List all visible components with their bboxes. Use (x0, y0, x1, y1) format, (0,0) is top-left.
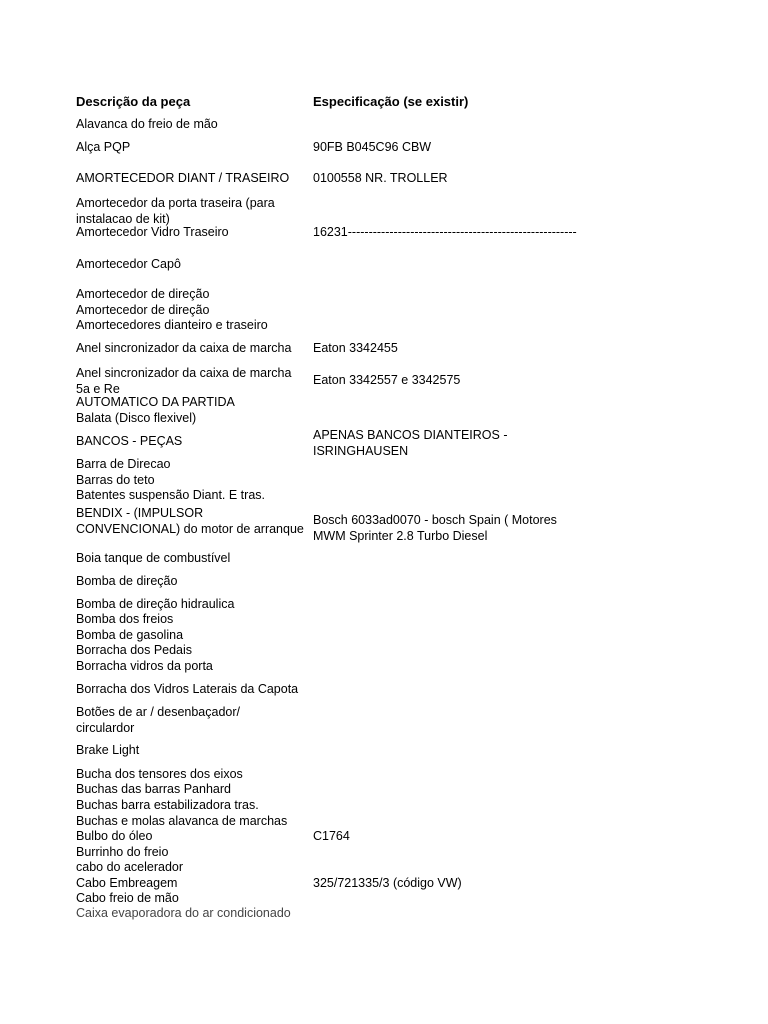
row-description: AUTOMATICO DA PARTIDA (76, 395, 235, 409)
row-specification: Eaton 3342455 (313, 341, 398, 355)
row-description: BENDIX - (IMPULSOR CONVENCIONAL) do motor de arranque (76, 506, 304, 536)
row-description: Bulbo do óleo (76, 829, 153, 843)
row-description: Alça PQP (76, 140, 131, 154)
row-description: Bomba dos freios (76, 612, 174, 626)
header-specification: Especificação (se existir) (313, 94, 469, 109)
row-specification: APENAS BANCOS DIANTEIROS - ISRINGHAUSEN (313, 428, 508, 458)
row-description: Anel sincronizador da caixa de marcha 5a e Re (76, 366, 292, 396)
row-specification: Eaton 3342557 e 3342575 (313, 373, 461, 387)
row-description: Amortecedor Capô (76, 257, 181, 271)
row-description: Borracha vidros da porta (76, 659, 213, 673)
row-description: Barras do teto (76, 473, 155, 487)
row-description: Amortecedor da porta traseira (para instalacao de kit) (76, 196, 275, 226)
row-description: Botões de ar / desenbaçador/ circulardor (76, 705, 241, 735)
row-description: Cabo freio de mão (76, 891, 179, 905)
row-description: Bomba de direção hidraulica (76, 597, 235, 611)
row-description: AMORTECEDOR DIANT / TRASEIRO (76, 171, 290, 185)
row-description: Buchas das barras Panhard (76, 782, 231, 796)
row-description: Boia tanque de combustível (76, 551, 231, 565)
row-description: cabo do acelerador (76, 860, 184, 874)
row-description: Brake Light (76, 743, 140, 757)
row-specification: Bosch 6033ad0070 - bosch Spain ( Motores MWM Sprinter 2.8 Turbo Diesel (313, 513, 557, 543)
row-description: Buchas e molas alavanca de marchas (76, 814, 288, 828)
row-description: Buchas barra estabilizadora tras. (76, 798, 259, 812)
header-description: Descrição da peça (76, 94, 191, 109)
row-description: Amortecedor de direção (76, 303, 210, 317)
row-specification: 90FB B045C96 CBW (313, 140, 432, 154)
row-description: Borracha dos Pedais (76, 643, 193, 657)
row-description: Bomba de gasolina (76, 628, 184, 642)
row-description: Balata (Disco flexivel) (76, 411, 197, 425)
row-description: Bomba de direção (76, 574, 178, 588)
row-description: Cabo Embreagem (76, 876, 178, 890)
row-description: Amortecedor de direção (76, 287, 210, 301)
row-description: Batentes suspensão Diant. E tras. (76, 488, 265, 502)
row-description: Caixa evaporadora do ar condicionado (76, 906, 291, 920)
row-description: Barra de Direcao (76, 457, 171, 471)
row-description: BANCOS - PEÇAS (76, 434, 183, 448)
row-specification: 0100558 NR. TROLLER (313, 171, 448, 185)
row-description: Burrinho do freio (76, 845, 169, 859)
row-description: Borracha dos Vidros Laterais da Capota (76, 682, 299, 696)
row-description: Alavanca do freio de mão (76, 117, 218, 131)
row-description: Anel sincronizador da caixa de marcha (76, 341, 292, 355)
row-specification: C1764 (313, 829, 350, 843)
row-specification: 325/721335/3 (código VW) (313, 876, 462, 890)
row-description: Bucha dos tensores dos eixos (76, 767, 243, 781)
row-description: Amortecedores dianteiro e traseiro (76, 318, 268, 332)
row-description: Amortecedor Vidro Traseiro (76, 225, 229, 239)
row-specification: 16231------------------------------------------------------- (313, 225, 577, 239)
